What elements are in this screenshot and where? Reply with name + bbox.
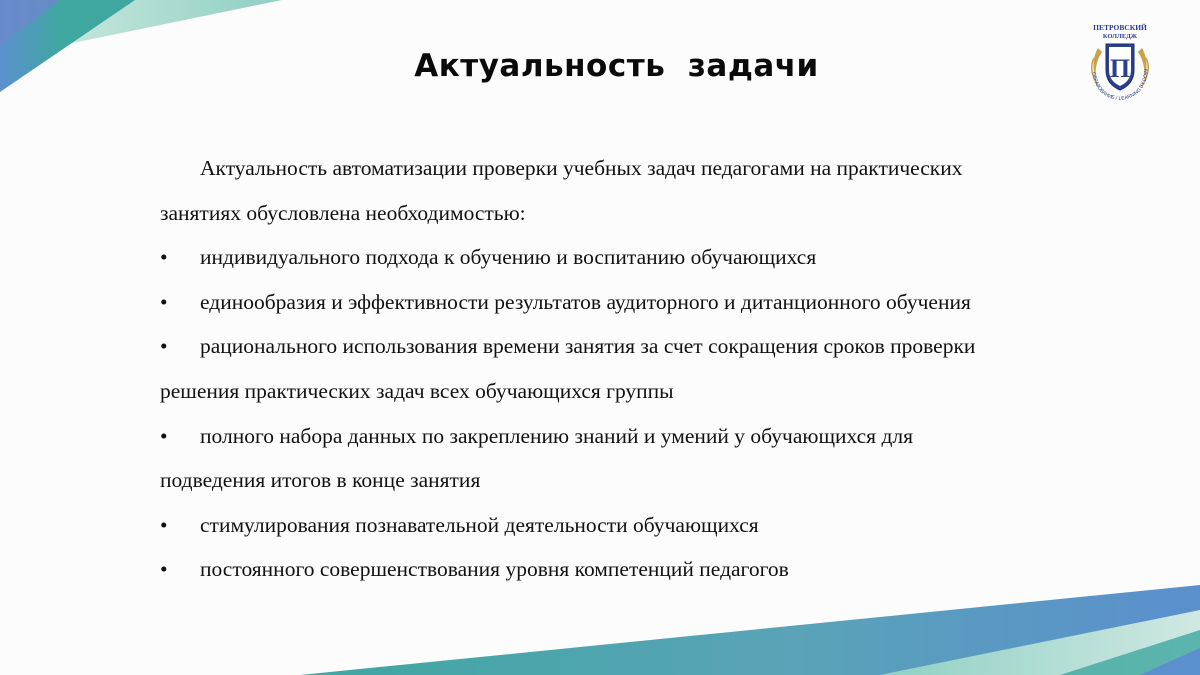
line-text: стимулирования познавательной деятельности обучающихся bbox=[200, 512, 759, 537]
bullet-item bbox=[160, 235, 1120, 280]
slide-body bbox=[160, 146, 1120, 592]
slide-title: Актуальность задачи bbox=[414, 48, 819, 84]
line-text: занятиях обусловлена необходимостью: bbox=[160, 200, 526, 225]
logo-ring-text: ОБРАЗОВАНИЕ / LEARNING BY DOIN bbox=[1090, 68, 1150, 102]
line-text: единообразия и эффективности результатов аудиторного и дитанционного обучения bbox=[200, 289, 971, 314]
bullet-item bbox=[160, 414, 1120, 459]
line-text: постоянного совершенствования уровня компетенций педагогов bbox=[200, 557, 789, 582]
bullet-marker: • bbox=[160, 334, 168, 359]
bullet-item bbox=[160, 503, 1120, 548]
bullet-marker: • bbox=[160, 557, 168, 582]
logo-top-text: ПЕТРОВСКИЙ bbox=[1093, 23, 1147, 32]
bullet-marker: • bbox=[160, 423, 168, 448]
logo-monogram: П bbox=[1109, 54, 1131, 83]
paragraph-line bbox=[160, 369, 1120, 414]
bullet-item bbox=[160, 280, 1120, 325]
line-text: Актуальность автоматизации проверки учебных задач педагогами на практических bbox=[200, 156, 963, 180]
line-text: индивидуального подхода к обучению и воспитанию обучающихся bbox=[200, 245, 817, 270]
bullet-item bbox=[160, 547, 1120, 592]
line-text: полного набора данных по закреплению знаний и умений у обучающихся для bbox=[200, 423, 914, 448]
paragraph-line bbox=[160, 191, 1120, 236]
line-text: подведения итогов в конце занятия bbox=[160, 468, 481, 493]
paragraph-line bbox=[160, 146, 1120, 191]
logo-sub-text: КОЛЛЕДЖ bbox=[1102, 33, 1138, 40]
bullet-marker: • bbox=[160, 289, 168, 314]
college-crest-icon bbox=[1084, 18, 1156, 102]
bullet-marker: • bbox=[160, 512, 168, 537]
line-text: рационального использования времени занятия за счет сокращения сроков проверки bbox=[200, 334, 976, 359]
bullet-item bbox=[160, 324, 1120, 369]
paragraph-line bbox=[160, 458, 1120, 503]
bullet-marker: • bbox=[160, 245, 168, 270]
line-text: решения практических задач всех обучающихся группы bbox=[160, 378, 674, 403]
